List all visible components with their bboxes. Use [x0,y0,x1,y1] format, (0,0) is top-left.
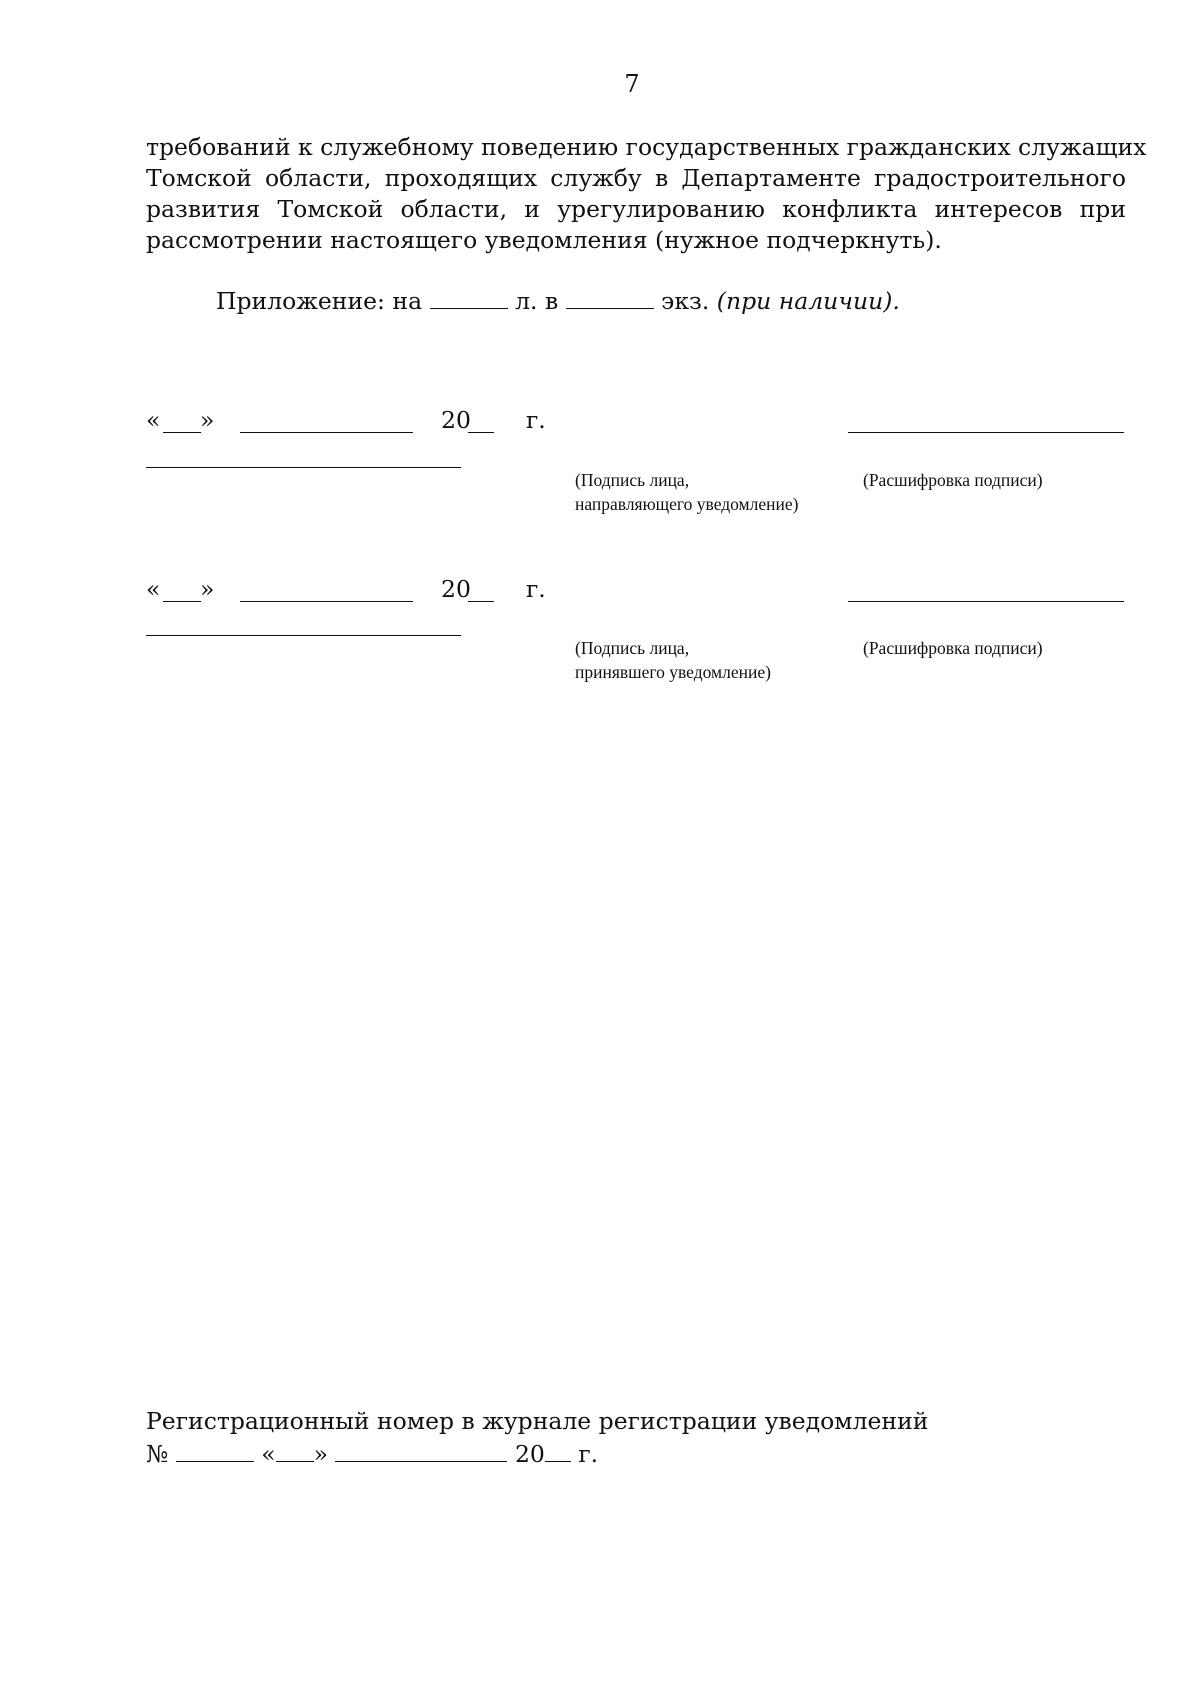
signature-field[interactable] [146,467,461,468]
year-field[interactable] [545,1443,571,1462]
quote-close: » [200,406,215,434]
registration-line [146,1438,928,1471]
paragraph-line: Томской области, проходящих службу в Департаменте градостроительного [146,164,1126,192]
day-field[interactable] [163,432,201,433]
year-prefix: 20 [441,406,471,434]
sheets-unit: л. в [515,287,559,315]
appendix-note: (при наличии). [716,287,900,315]
signature-field[interactable] [146,635,461,636]
copies-count-field[interactable] [566,290,654,309]
copies-unit: экз. [661,287,710,315]
decoding-field[interactable] [848,601,1124,602]
paragraph-line: рассмотрении настоящего уведомления (нужное подчеркнуть). [146,226,942,254]
day-field[interactable] [276,1443,314,1462]
decoding-field[interactable] [848,432,1124,433]
year-suffix: г. [526,575,546,603]
signature-caption [575,636,771,684]
registration-block [146,1405,928,1471]
quote-open: « [261,1440,276,1468]
day-field[interactable] [163,601,201,602]
year-field[interactable] [468,432,494,433]
quote-close: » [200,575,215,603]
signature-caption-line: (Подпись лица, [575,638,690,658]
month-field[interactable] [240,432,413,433]
month-field[interactable] [240,601,413,602]
year-prefix: 20 [514,1440,545,1468]
year-field[interactable] [468,601,494,602]
quote-open: « [146,575,161,603]
paragraph-line: развития Томской области, и урегулированию конфликта интересов при [146,195,1126,223]
quote-open: « [146,406,161,434]
appendix-line [216,287,900,315]
registration-title: Регистрационный номер в журнале регистрации уведомлений [146,1407,929,1435]
signature-caption-line: принявшего уведомление) [575,662,771,682]
appendix-prefix: Приложение: на [216,287,423,315]
signature-caption [575,468,798,516]
decoding-caption: (Расшифровка подписи) [863,470,1043,490]
body-paragraph [146,132,1147,256]
registration-number-field[interactable] [176,1443,254,1462]
signature-caption-line: направляющего уведомление) [575,494,799,514]
signature-caption-line: (Подпись лица, [575,470,690,490]
year-suffix: г. [578,1440,599,1468]
year-suffix: г. [526,406,546,434]
month-field[interactable] [335,1443,507,1462]
decoding-caption: (Расшифровка подписи) [863,638,1043,658]
number-sign: № [146,1440,169,1468]
quote-close: » [313,1440,328,1468]
page-number: 7 [624,70,640,98]
sheets-count-field[interactable] [430,290,508,309]
year-prefix: 20 [441,575,471,603]
paragraph-line: требований к служебному поведению государственных гражданских служащих [146,133,1147,161]
